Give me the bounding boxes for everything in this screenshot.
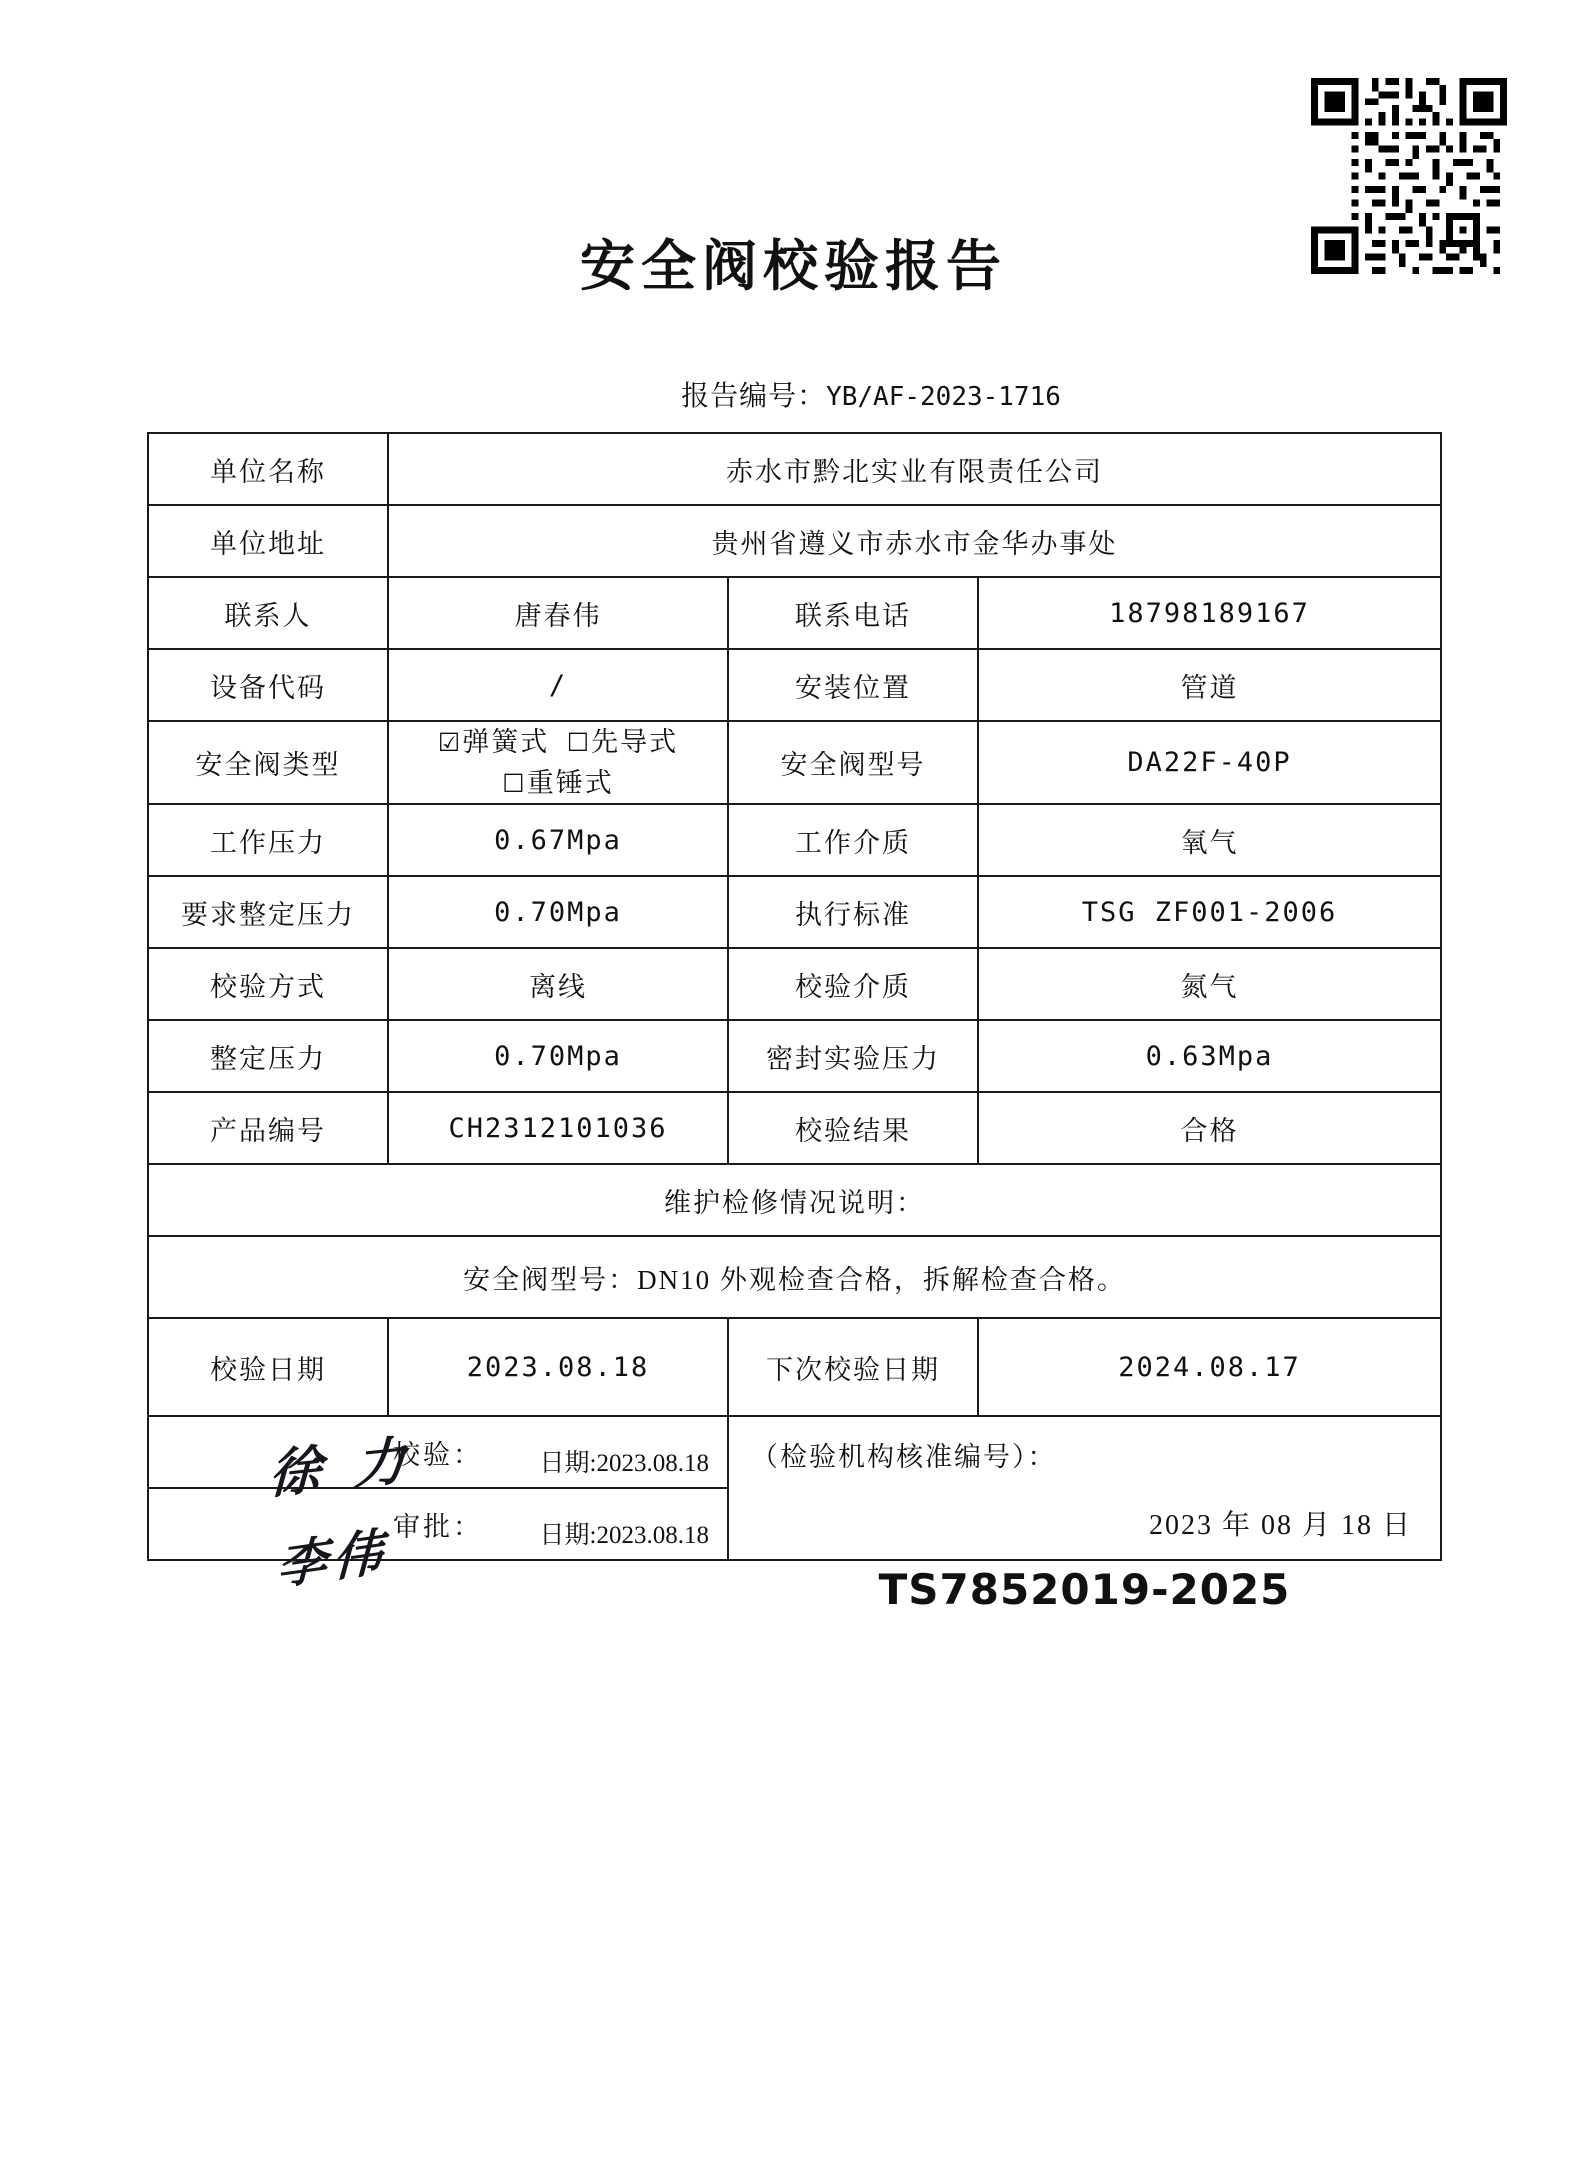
valve-model-value: DA22F-40P — [978, 721, 1441, 804]
seal-pressure-label: 密封实验压力 — [728, 1020, 978, 1092]
valve-type-row-1 — [395, 722, 721, 763]
unit-name-value: 赤水市黔北实业有限责任公司 — [388, 433, 1441, 505]
standard-label: 执行标准 — [728, 876, 978, 948]
contact-value: 唐春伟 — [388, 577, 728, 649]
table-row — [148, 1092, 1441, 1164]
phone-label: 联系电话 — [728, 577, 978, 649]
report-number — [0, 374, 1587, 414]
check-date-label: 校验日期 — [148, 1318, 388, 1416]
device-code-value: / — [388, 649, 728, 721]
next-check-date-value: 2024.08.17 — [978, 1318, 1441, 1416]
report-number-value: YB/AF-2023-1716 — [826, 382, 1061, 412]
table-row — [148, 1164, 1441, 1236]
unit-name-label: 单位名称 — [148, 433, 388, 505]
checkbox-spring[interactable]: ☑ — [437, 728, 463, 757]
checker-label: 校验： — [393, 1439, 483, 1470]
table-row — [148, 721, 1441, 804]
checkbox-weight[interactable]: ☐ — [502, 768, 527, 798]
approver-signature-cell — [148, 1488, 728, 1596]
maintenance-note-label: 维护检修情况说明： — [148, 1164, 1441, 1236]
table-row — [148, 1318, 1441, 1416]
next-check-date-label: 下次校验日期 — [728, 1318, 978, 1416]
result-value: 合格 — [978, 1092, 1441, 1164]
standard-value: TSG ZF001-2006 — [978, 876, 1441, 948]
report-number-label: 报告编号： — [681, 381, 827, 412]
check-method-value: 离线 — [388, 948, 728, 1020]
valve-type-label-0: 弹簧式 — [462, 727, 550, 757]
required-set-pressure-value: 0.70Mpa — [388, 876, 728, 948]
approval-authority-cell — [728, 1416, 1441, 1614]
unit-address-value: 贵州省遵义市赤水市金华办事处 — [388, 505, 1441, 577]
set-pressure-value: 0.70Mpa — [388, 1020, 728, 1092]
check-date-value: 2023.08.18 — [388, 1318, 728, 1416]
valve-type-options — [388, 721, 728, 804]
approver-label: 审批： — [393, 1511, 483, 1542]
valve-type-label-1: 先导式 — [591, 727, 679, 757]
table-row — [148, 948, 1441, 1020]
work-pressure-label: 工作压力 — [148, 804, 388, 876]
set-pressure-label: 整定压力 — [148, 1020, 388, 1092]
required-set-pressure-label: 要求整定压力 — [148, 876, 388, 948]
result-label: 校验结果 — [728, 1092, 978, 1164]
checker-signature: 徐 力 — [268, 1432, 417, 1506]
table-row — [148, 649, 1441, 721]
valve-model-label: 安全阀型号 — [728, 721, 978, 804]
table-row — [148, 876, 1441, 948]
contact-label: 联系人 — [148, 577, 388, 649]
check-medium-label: 校验介质 — [728, 948, 978, 1020]
report-table — [147, 432, 1442, 1614]
maintenance-note-value: 安全阀型号：DN10 外观检查合格，拆解检查合格。 — [148, 1236, 1441, 1318]
approval-code: TS7852019-2025 — [878, 1565, 1291, 1614]
table-row — [148, 505, 1441, 577]
work-pressure-value: 0.67Mpa — [388, 804, 728, 876]
product-no-label: 产品编号 — [148, 1092, 388, 1164]
install-position-value: 管道 — [978, 649, 1441, 721]
phone-value: 18798189167 — [978, 577, 1441, 649]
product-no-value: CH2312101036 — [388, 1092, 728, 1164]
check-medium-value: 氮气 — [978, 948, 1441, 1020]
approval-date: 2023 年 08 月 18 日 — [1149, 1510, 1413, 1541]
approver-signature: 李伟 — [276, 1522, 390, 1596]
page-title: 安全阀校验报告 — [579, 233, 1007, 298]
approval-head-label: （检验机构核准编号）： — [751, 1442, 1057, 1472]
medium-label: 工作介质 — [728, 804, 978, 876]
seal-pressure-value: 0.63Mpa — [978, 1020, 1441, 1092]
valve-type-row-2 — [395, 763, 721, 804]
check-method-label: 校验方式 — [148, 948, 388, 1020]
checker-date: 日期:2023.08.18 — [539, 1450, 709, 1477]
valve-type-label-2: 重锤式 — [526, 767, 614, 798]
valve-type-label: 安全阀类型 — [148, 721, 388, 804]
unit-address-label: 单位地址 — [148, 505, 388, 577]
medium-value: 氧气 — [978, 804, 1441, 876]
approver-date: 日期:2023.08.18 — [539, 1522, 709, 1549]
checker-signature-cell — [148, 1416, 728, 1506]
table-row — [148, 1236, 1441, 1318]
checkbox-pilot[interactable]: ☐ — [566, 728, 592, 757]
table-row — [148, 577, 1441, 649]
table-row — [148, 804, 1441, 876]
install-position-label: 安装位置 — [728, 649, 978, 721]
device-code-label: 设备代码 — [148, 649, 388, 721]
table-row — [148, 1020, 1441, 1092]
table-row — [148, 433, 1441, 505]
table-row — [148, 1416, 1441, 1488]
